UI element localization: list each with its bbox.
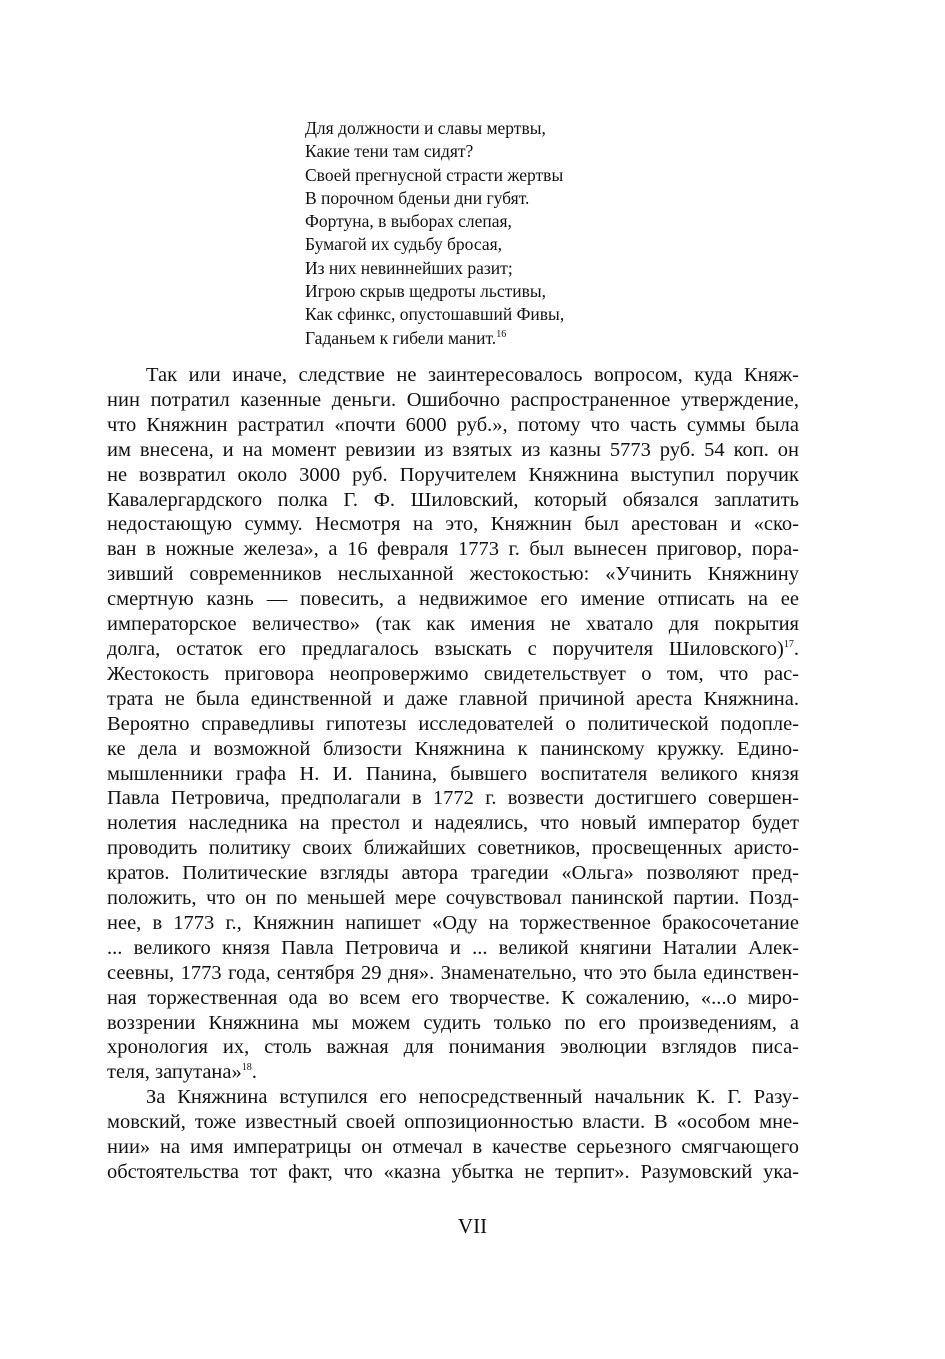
text-line: ван в ножные железа», а 16 февраля 1773 г. был вынесен приговор, пора- — [107, 538, 799, 561]
text-line: недостающую сумму. Несмотря на это, Княжнин был арестован и «ско- — [107, 513, 799, 536]
text-line: не возвратил около 3000 руб. Поручителем Княжнина выступил поручик — [107, 463, 799, 486]
text-line-content: теля, запутана» — [107, 1061, 242, 1084]
text-line: проводить политику своих ближайших советников, просвещенных аристо- — [107, 837, 799, 860]
poem-line: Своей прегнусной страсти жертвы — [305, 164, 564, 185]
poem-line: Фортуна, в выборах слепая, — [305, 211, 512, 232]
text-line: За Княжнина вступился его непосредственный начальник К. Г. Разу- — [146, 1086, 799, 1109]
poem-line-text: Гаданьем к гибели манит. — [305, 327, 497, 348]
text-line-tail: . — [793, 637, 799, 660]
text-line: императорское величество» (так как имения не хватало для покрытия — [107, 613, 799, 636]
text-line: нолетия наследника на престол и надеялись, что новый император будет — [107, 812, 799, 835]
poem-line: Игрою скрыв щедроты льстивы, — [305, 281, 547, 302]
text-line-tail: . — [251, 1061, 257, 1084]
text-line: Вероятно справедливы гипотезы исследователей о политической подопле- — [107, 712, 799, 735]
text-line: ная торжественная ода во всем его творчестве. К сожалению, «...о миро- — [107, 986, 799, 1009]
text-line: смертную казнь — повесить, а недвижимое его имение отписать на ее — [107, 588, 799, 611]
text-line-content: долга, остаток его предлагалось взыскать с поручителя Шиловского) — [107, 637, 784, 660]
text-line: нии» на имя императрицы он отмечал в качестве серьезного смягчающего — [107, 1136, 799, 1159]
poem-line: Бумагой их судьбу бросая, — [305, 234, 503, 255]
text-line: кратов. Политические взгляды автора трагедии «Ольга» позволяют пред- — [107, 862, 799, 885]
text-line: Жестокость приговора неопровержимо свидетельствует о том, что рас- — [107, 662, 799, 685]
text-line — [107, 1060, 799, 1085]
poem-line: Как сфинкс, опустошавший Фивы, — [305, 304, 565, 325]
text-line: нин потратил казенные деньги. Ошибочно распространенное утверждение, — [107, 388, 799, 411]
text-line: Кавалергардского полка Г. Ф. Шиловский, который обязался заплатить — [107, 488, 799, 511]
poem-block — [305, 117, 564, 350]
footnote-marker: 16 — [496, 328, 507, 340]
text-line: ке дела и возможной близости Княжнина к панинскому кружку. Едино- — [107, 737, 799, 760]
paragraph — [107, 1085, 799, 1185]
text-line: обстоятельства тот факт, что «казна убытка не терпит». Разумовский ука- — [107, 1161, 799, 1183]
text-line: что Княжнин растратил «почти 6000 руб.», потому что часть суммы была — [107, 413, 799, 436]
text-line: Так или иначе, следствие не заинтересовалось вопросом, куда Княж- — [146, 364, 799, 386]
text-line: нее, в 1773 г., Княжнин напишет «Оду на торжественное бракосочетание — [107, 911, 799, 934]
text-line: трата не была единственной и даже главной причиной ареста Княжнина. — [107, 687, 799, 710]
page-number: VII — [457, 1214, 488, 1238]
body-text — [107, 363, 799, 1185]
text-line: мышленники графа Н. И. Панина, бывшего воспитателя великого князя — [107, 762, 799, 785]
text-line: сеевны, 1773 года, сентября 29 дня». Знаменательно, что это была единствен- — [107, 961, 799, 984]
poem-line: Какие тени там сидят? — [305, 141, 474, 162]
text-line: хронология их, столь важная для понимания эволюции взглядов писа- — [107, 1036, 799, 1059]
text-line: Павла Петровича, предполагали в 1772 г. возвести достигшего совершен- — [107, 787, 799, 810]
poem-line: Из них невиннейших разит; — [305, 257, 513, 278]
text-line: зивший современников неслыханной жестокостью: «Учинить Княжнину — [107, 563, 799, 586]
text-line — [107, 637, 799, 662]
text-line: им внесена, и на момент ревизии из взятых из казны 5773 руб. 54 коп. он — [107, 438, 799, 461]
text-line: ... великого князя Павла Петровича и ... великой княгини Наталии Алек- — [107, 936, 799, 959]
poem-line-last — [305, 327, 564, 350]
footnote-marker: 17 — [783, 639, 794, 651]
poem-line: Для должности и славы мертвы, — [305, 118, 546, 138]
footnote-marker: 18 — [241, 1062, 252, 1074]
text-line: мовский, тоже известный своей оппозиционностью власти. В «особом мне- — [107, 1111, 799, 1134]
paragraph — [107, 363, 799, 1085]
poem-line: В порочном бденьи дни губят. — [305, 187, 530, 208]
text-line: положить, что он по меньшей мере сочувствовал панинской партии. Позд- — [107, 887, 799, 910]
text-line: воззрении Княжнина мы можем судить только по его произведениям, а — [107, 1011, 799, 1034]
